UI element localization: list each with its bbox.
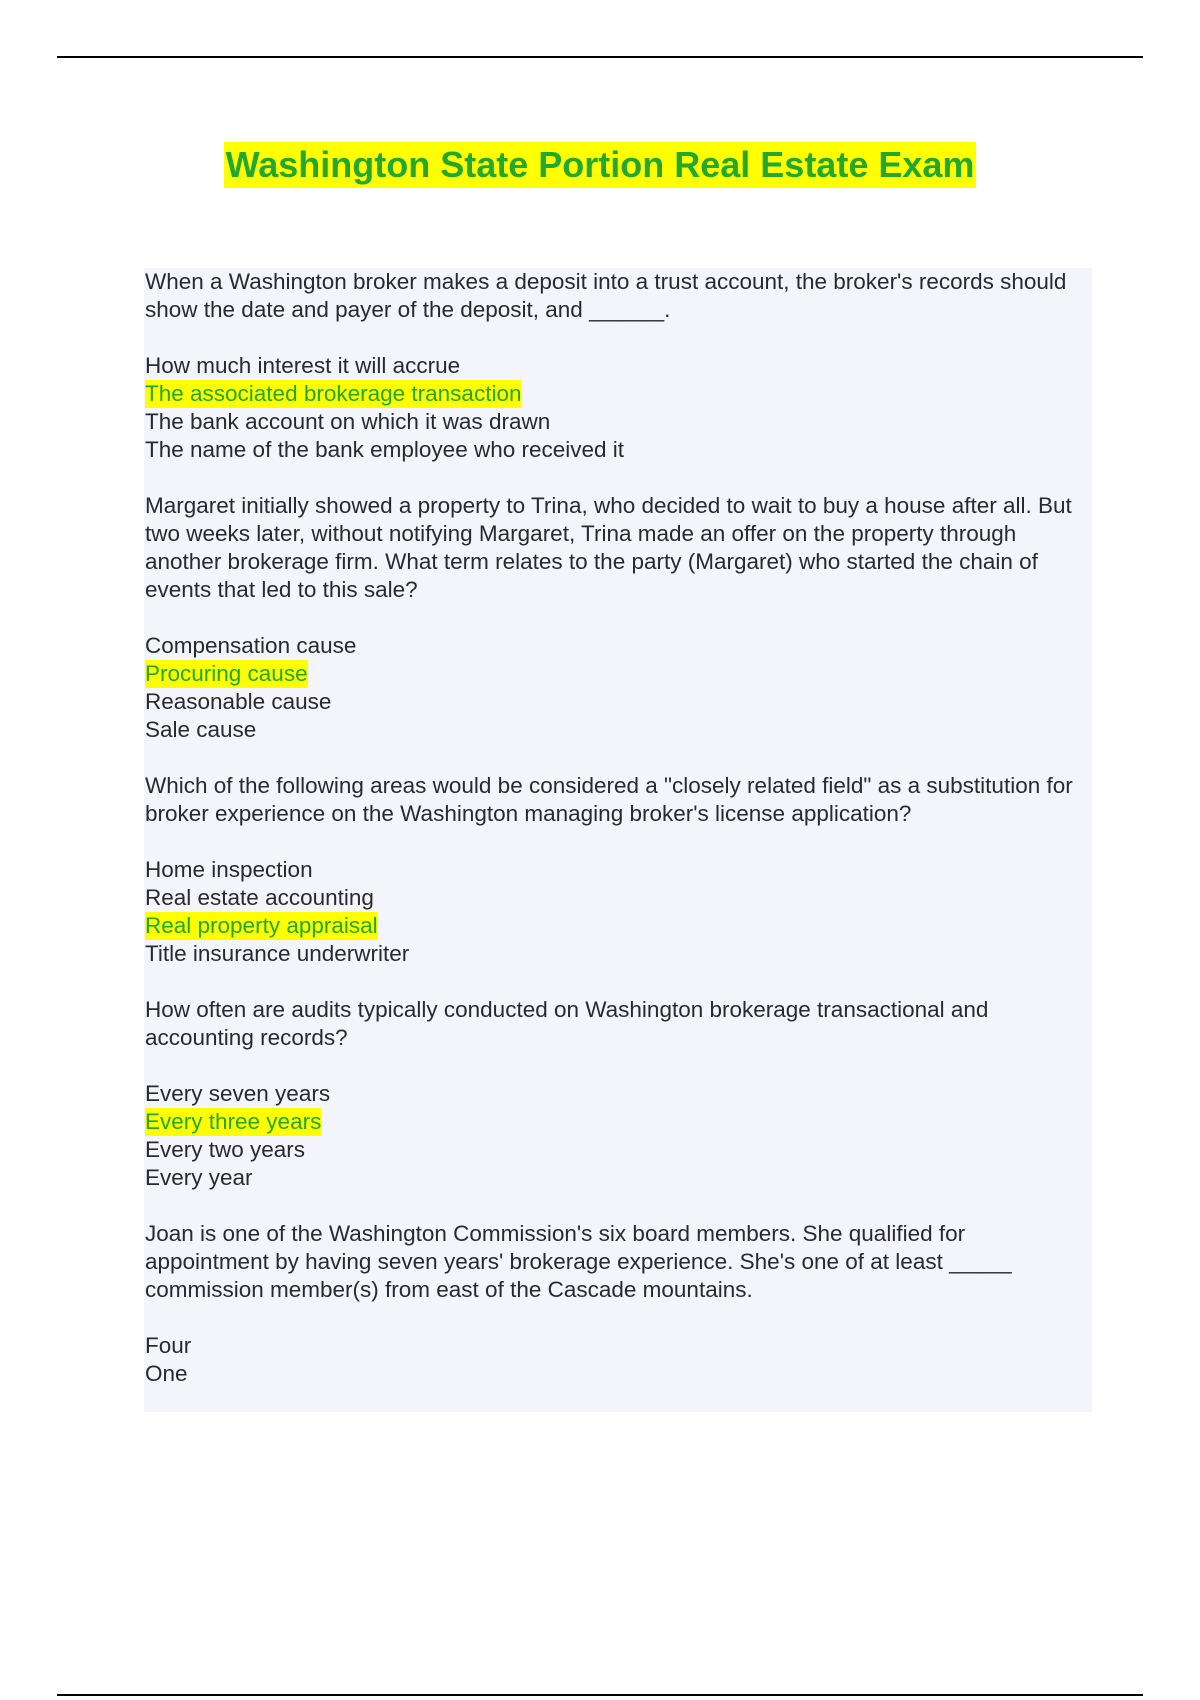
- answer-option: Reasonable cause: [145, 689, 332, 714]
- correct-answer-option: Every three years: [145, 1109, 322, 1134]
- answer-options: [145, 632, 1085, 744]
- question-block: [145, 996, 1085, 1192]
- bottom-rule: [57, 1694, 1143, 1696]
- correct-answer-option: Procuring cause: [145, 661, 308, 686]
- answer-option: Home inspection: [145, 857, 313, 882]
- question-block: [145, 268, 1085, 464]
- answer-option: One: [145, 1361, 188, 1386]
- question-block: [145, 1220, 1085, 1388]
- answer-options: [145, 1080, 1085, 1192]
- question-text: Joan is one of the Washington Commission's six board members. She qualified for appointment by having seven years' brokerage experience. She's one of at least _____ commission member(s) from east of the Cascade mountains.: [145, 1221, 1012, 1302]
- answer-option: Compensation cause: [145, 633, 357, 658]
- answer-option: The name of the bank employee who received it: [145, 437, 625, 462]
- answer-option: Every two years: [145, 1137, 306, 1162]
- answer-option: Four: [145, 1333, 192, 1358]
- title-container: [0, 142, 1200, 188]
- question-block: [145, 492, 1085, 744]
- answer-options: [145, 856, 1085, 968]
- answer-option: How much interest it will accrue: [145, 353, 461, 378]
- answer-option: Title insurance underwriter: [145, 941, 410, 966]
- question-text: When a Washington broker makes a deposit into a trust account, the broker's records should show the date and payer of the deposit, and ______.: [145, 269, 1067, 322]
- answer-option: Sale cause: [145, 717, 257, 742]
- question-text: Which of the following areas would be considered a "closely related field" as a substitution for broker experience on the Washington managing broker's license application?: [145, 773, 1073, 826]
- answer-options: [145, 1332, 1085, 1388]
- question-text: Margaret initially showed a property to Trina, who decided to wait to buy a house after all. But two weeks later, without notifying Margaret, Trina made an offer on the property through another brokerage firm. What term relates to the party (Margaret) who started the chain of events that led to this sale?: [145, 493, 1072, 602]
- answer-option: Real estate accounting: [145, 885, 374, 910]
- answer-option: The bank account on which it was drawn: [145, 409, 551, 434]
- top-rule: [57, 56, 1143, 58]
- correct-answer-option: The associated brokerage transaction: [145, 381, 522, 406]
- answer-options: [145, 352, 1085, 464]
- document-title: Washington State Portion Real Estate Exam: [224, 142, 977, 188]
- answer-option: Every seven years: [145, 1081, 331, 1106]
- questions-list: [145, 268, 1085, 1416]
- question-text: How often are audits typically conducted on Washington brokerage transactional and accounting records?: [145, 997, 989, 1050]
- answer-option: Every year: [145, 1165, 253, 1190]
- question-block: [145, 772, 1085, 968]
- correct-answer-option: Real property appraisal: [145, 913, 378, 938]
